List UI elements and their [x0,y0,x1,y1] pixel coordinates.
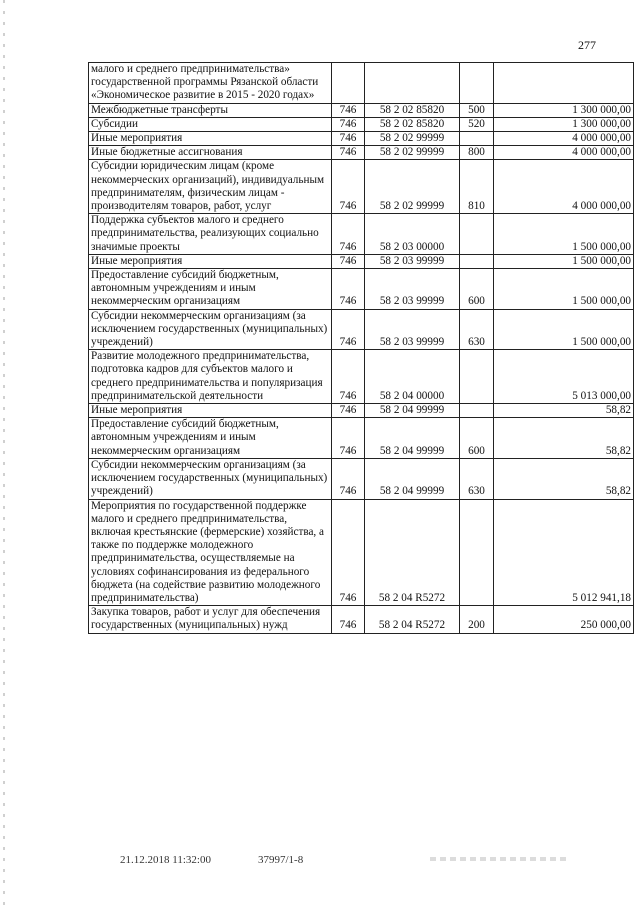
table-row [89,63,634,104]
row-amount: 1 300 000,00 [494,117,634,131]
row-name: Субсидии [89,117,332,131]
row-code: 746 [332,254,365,268]
row-expense-type [460,254,494,268]
row-name: Иные мероприятия [89,254,332,268]
row-code: 746 [332,499,365,606]
row-name: Иные мероприятия [89,404,332,418]
row-code: 746 [332,103,365,117]
row-amount: 1 500 000,00 [494,309,634,350]
row-code: 746 [332,350,365,404]
row-amount: 4 000 000,00 [494,132,634,146]
row-code: 746 [332,132,365,146]
row-code: 746 [332,418,365,459]
row-expense-type: 800 [460,146,494,160]
page-number: 277 [578,38,596,52]
table-row [89,606,634,633]
scan-edge-noise [3,0,5,905]
row-amount: 4 000 000,00 [494,146,634,160]
table-row [89,458,634,499]
row-name: Субсидии некоммерческим организациям (за исключением государственных (муниципальных) учреждений) [89,309,332,350]
footer-date: 21.12.2018 11:32:00 [120,854,211,866]
row-target-article: 58 2 04 R5272 [365,499,460,606]
row-target-article: 58 2 04 00000 [365,350,460,404]
row-code: 746 [332,214,365,255]
table-row [89,146,634,160]
row-name: Предоставление субсидий бюджетным, автономным учреждениям и иным некоммерческим организациям [89,418,332,459]
row-expense-type: 600 [460,418,494,459]
table-row [89,214,634,255]
row-target-article: 58 2 02 85820 [365,117,460,131]
table-row [89,254,634,268]
row-amount: 1 300 000,00 [494,103,634,117]
row-target-article: 58 2 04 R5272 [365,606,460,633]
row-code: 746 [332,606,365,633]
row-code: 746 [332,160,365,214]
row-amount: 5 012 941,18 [494,499,634,606]
row-expense-type [460,132,494,146]
row-expense-type: 630 [460,309,494,350]
row-name: Межбюджетные трансферты [89,103,332,117]
row-expense-type [460,404,494,418]
row-name: Субсидии некоммерческим организациям (за исключением государственных (муниципальных) учреждений) [89,458,332,499]
row-code: 746 [332,117,365,131]
row-amount: 1 500 000,00 [494,254,634,268]
footer-faint-stamp [430,857,570,861]
row-amount: 58,82 [494,418,634,459]
row-expense-type [460,499,494,606]
row-target-article: 58 2 04 99999 [365,404,460,418]
row-expense-type [460,63,494,104]
row-expense-type: 630 [460,458,494,499]
row-name: Иные мероприятия [89,132,332,146]
table-row [89,117,634,131]
table-row [89,269,634,310]
row-expense-type: 600 [460,269,494,310]
row-target-article: 58 2 03 99999 [365,309,460,350]
row-target-article: 58 2 03 00000 [365,214,460,255]
row-name: Поддержка субъектов малого и среднего предпринимательства, реализующих социально значимые проекты [89,214,332,255]
row-expense-type: 200 [460,606,494,633]
row-code [332,63,365,104]
row-target-article: 58 2 02 99999 [365,146,460,160]
footer-doc-number: 37997/1-8 [258,854,304,866]
row-name: Субсидии юридическим лицам (кроме некоммерческих организаций), индивидуальным предпринимателям, физическим лицам - производителям товаров, работ, услуг [89,160,332,214]
row-target-article: 58 2 02 85820 [365,103,460,117]
row-amount: 58,82 [494,404,634,418]
row-expense-type [460,350,494,404]
row-amount: 5 013 000,00 [494,350,634,404]
row-target-article: 58 2 03 99999 [365,269,460,310]
row-target-article: 58 2 02 99999 [365,160,460,214]
row-name: Закупка товаров, работ и услуг для обеспечения государственных (муниципальных) нужд [89,606,332,633]
table-row [89,350,634,404]
table-row [89,309,634,350]
row-amount: 1 500 000,00 [494,214,634,255]
row-target-article: 58 2 02 99999 [365,132,460,146]
row-code: 746 [332,404,365,418]
row-code: 746 [332,309,365,350]
row-amount [494,63,634,104]
row-target-article: 58 2 04 99999 [365,418,460,459]
row-expense-type [460,214,494,255]
row-amount: 1 500 000,00 [494,269,634,310]
row-expense-type: 520 [460,117,494,131]
table-row [89,103,634,117]
row-target-article: 58 2 04 99999 [365,458,460,499]
row-target-article [365,63,460,104]
table-row [89,132,634,146]
row-expense-type: 500 [460,103,494,117]
row-code: 746 [332,146,365,160]
row-expense-type: 810 [460,160,494,214]
row-name: Мероприятия по государственной поддержке малого и среднего предпринимательства, включая крестьянские (фермерские) хозяйства, а также по поддержке молодежного предпринимательства, осуществляемые на условиях софинансирования из федерального бюджета (на содействие развитию молодежного предпринимательства) [89,499,332,606]
row-name: Иные бюджетные ассигнования [89,146,332,160]
row-code: 746 [332,269,365,310]
row-name: малого и среднего предпринимательства» государственной программы Рязанской области «Экономическое развитие в 2015 - 2020 годах» [89,63,332,104]
row-code: 746 [332,458,365,499]
row-amount: 4 000 000,00 [494,160,634,214]
table-row [89,404,634,418]
row-target-article: 58 2 03 99999 [365,254,460,268]
table-row [89,160,634,214]
row-name: Развитие молодежного предпринимательства, подготовка кадров для субъектов малого и среднего предпринимательства и популяризация предпринимательской деятельности [89,350,332,404]
table-row [89,418,634,459]
budget-table [88,62,634,634]
row-amount: 58,82 [494,458,634,499]
row-amount: 250 000,00 [494,606,634,633]
row-name: Предоставление субсидий бюджетным, автономным учреждениям и иным некоммерческим организациям [89,269,332,310]
table-row [89,499,634,606]
